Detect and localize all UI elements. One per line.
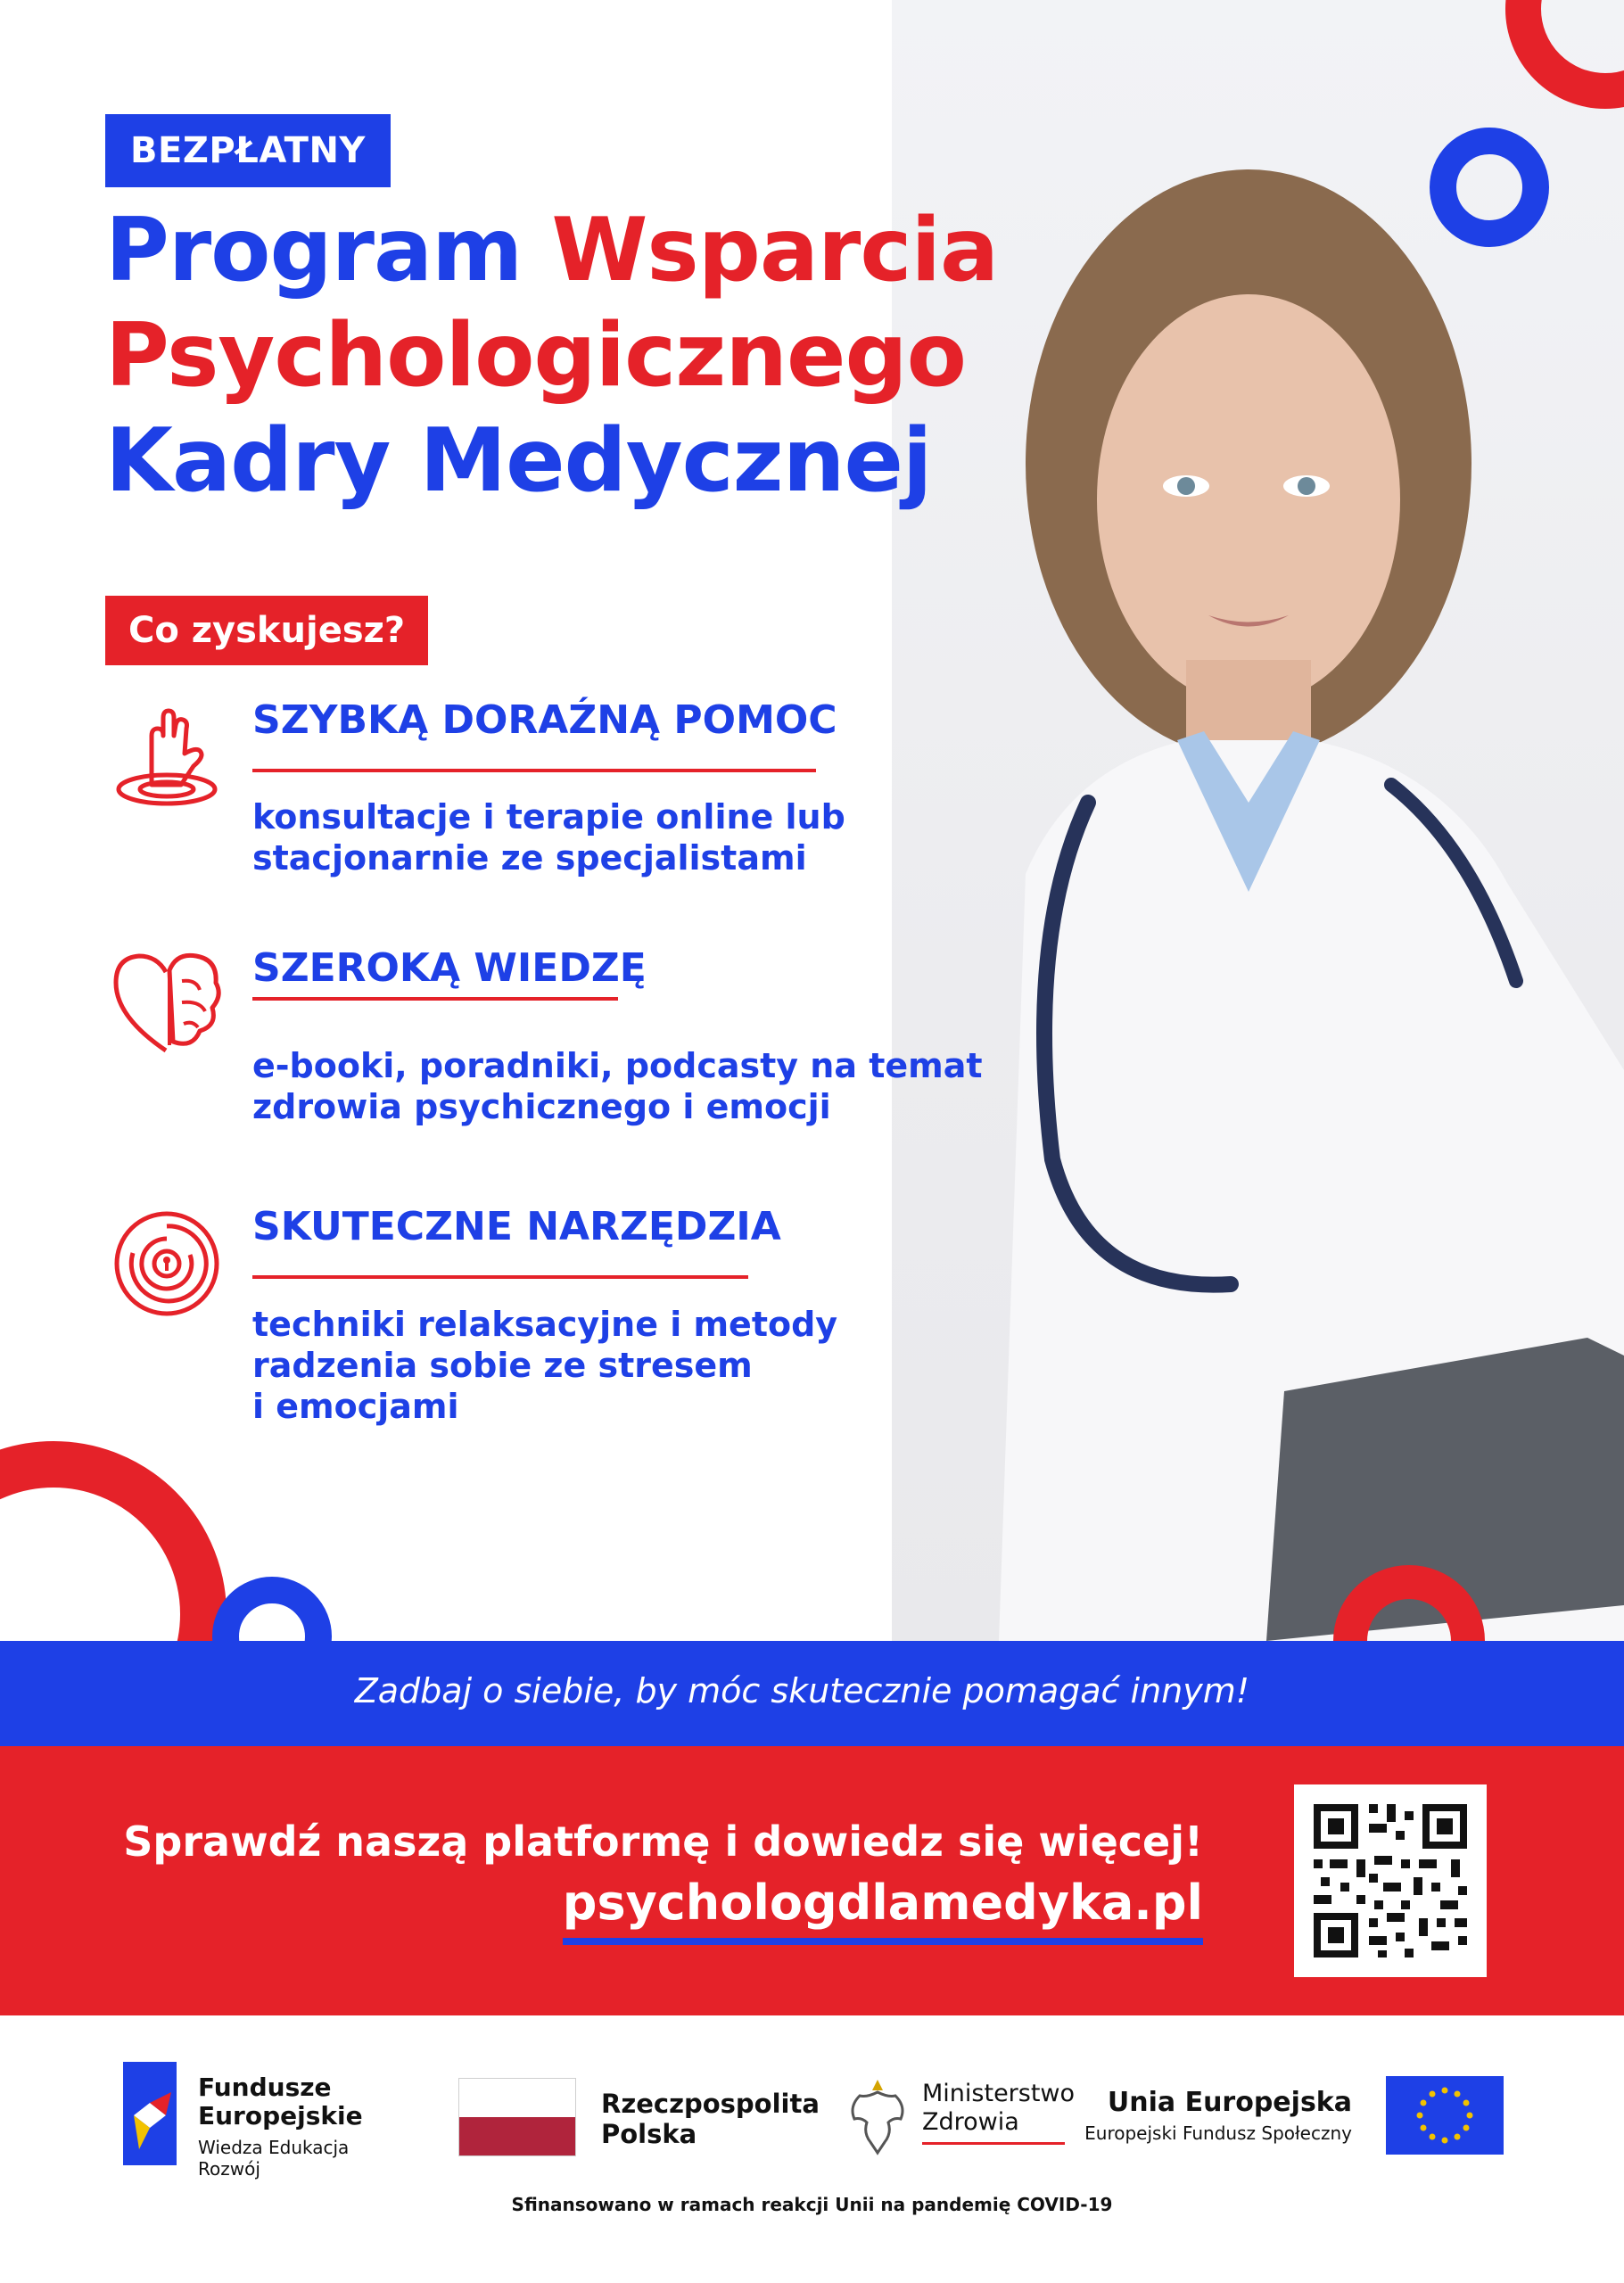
- free-badge: BEZPŁATNY: [105, 114, 391, 187]
- mz-line1: Ministerstwo: [922, 2080, 1076, 2107]
- hand-icon: [111, 700, 223, 812]
- rp-line1: Rzeczpospolita: [601, 2089, 820, 2119]
- title-word-program: Program: [105, 200, 552, 301]
- title-line-3: Kadry Medycznej: [105, 410, 932, 512]
- page-title: [105, 198, 998, 514]
- decor-ring-top-right-red: [1489, 0, 1624, 125]
- mz-underline: [922, 2142, 1065, 2145]
- slogan-band: [0, 1641, 1624, 1746]
- logo-rzeczpospolita-polska: [458, 2078, 820, 2156]
- heart-brain-icon: [107, 945, 227, 1061]
- slogan-text: Zadbaj o siebie, by móc skutecznie pomagać innym!: [354, 1671, 1249, 1710]
- benefit-3-text: techniki relaksacyjne i metody radzenia sobie ze stresem i emocjami: [252, 1305, 838, 1426]
- cta-text: Sprawdź naszą platformę i dowiedz się więcej!: [123, 1817, 1203, 1866]
- benefit-3-title: SKUTECZNE NARZĘDZIA: [252, 1204, 781, 1249]
- benefit-2-text: e-booki, poradniki, podcasty na temat zdrowia psychicznego i emocji: [252, 1046, 983, 1126]
- eagle-icon: [840, 2071, 915, 2160]
- logo-ministerstwo-zdrowia: [840, 2067, 1076, 2165]
- polish-flag: [458, 2078, 576, 2156]
- funding-note: Sfinansowano w ramach reakcji Unii na pandemię COVID-19: [511, 2194, 1113, 2215]
- logo-fundusze-europejskie: [121, 2060, 416, 2180]
- benefit-1-divider: [252, 769, 816, 772]
- qr-code-image: [1294, 1784, 1487, 1977]
- title-line-2: Psychologicznego: [105, 305, 967, 407]
- fe-logo-icon: [121, 2060, 178, 2167]
- decor-ring-top-right-blue: [1422, 120, 1556, 254]
- fe-name-line2: Europejskie: [198, 2101, 363, 2131]
- rp-line2: Polska: [601, 2119, 697, 2149]
- benefit-2-title: SZEROKĄ WIEDZĘ: [252, 945, 647, 991]
- maze-icon: [111, 1208, 223, 1320]
- qr-code[interactable]: [1294, 1784, 1487, 1977]
- benefit-1-title: SZYBKĄ DORAŹNĄ POMOC: [252, 697, 837, 743]
- cta-band: [0, 1746, 1624, 2015]
- fe-name-line1: Fundusze: [198, 2073, 332, 2102]
- mz-line2: Zdrowia: [922, 2108, 1019, 2136]
- eu-flag-icon: [1386, 2076, 1504, 2155]
- cta-url-link[interactable]: psychologdlamedyka.pl: [563, 1875, 1203, 1945]
- fe-subtitle: Wiedza Edukacja Rozwój: [198, 2137, 350, 2180]
- logo-unia-europejska: [1084, 2076, 1504, 2158]
- title-word-wsparcia: Wsparcia: [551, 200, 999, 301]
- ue-line1: Unia Europejska: [1107, 2087, 1352, 2118]
- benefit-3-divider: [252, 1275, 748, 1279]
- benefits-heading: Co zyskujesz?: [105, 596, 428, 665]
- benefit-1-text: konsultacje i terapie online lub stacjonarnie ze specjalistami: [252, 797, 845, 878]
- benefit-2-divider: [252, 997, 618, 1001]
- ue-line2: Europejski Fundusz Społeczny: [1084, 2122, 1352, 2144]
